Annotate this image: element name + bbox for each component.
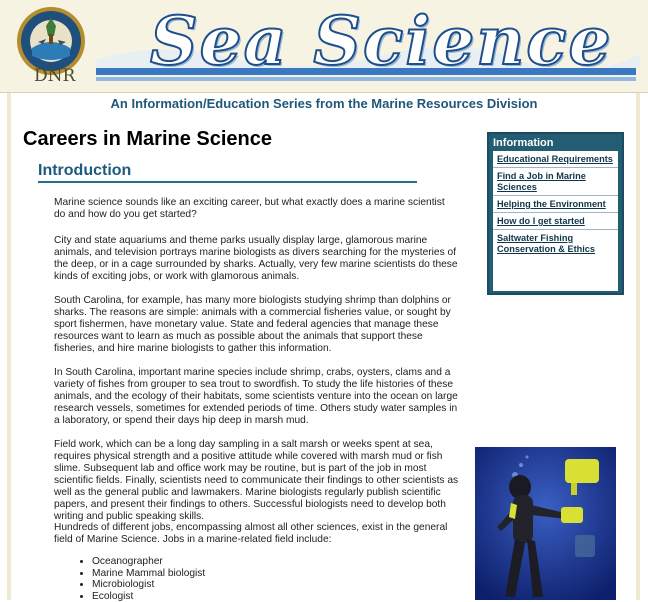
sidebar-link-educational-requirements[interactable]: Educational Requirements xyxy=(493,151,618,168)
job-list-item: • Microbiologist xyxy=(92,579,392,591)
intro-paragraph-2: City and state aquariums and theme parks usually display large, glamorous marine animals, and television portrays marine biologists as divers searching for the mysteries of the deep, or in a cage surrounded by sharks. Actually, very few marine scientists do these kinds of exciting jobs, or work with glamorous animals. xyxy=(54,235,464,283)
series-subtitle: An Information/Education Series from the Marine Resources Division xyxy=(0,96,648,111)
banner-title: Sea Science xyxy=(150,2,612,80)
sidebar-link-helping-environment[interactable]: Helping the Environment xyxy=(493,196,618,213)
sidebar-link-saltwater-fishing[interactable]: Saltwater Fishing Conservation & Ethics xyxy=(493,230,618,257)
section-heading-introduction: Introduction xyxy=(38,162,131,180)
job-list-item: • Marine Mammal biologist xyxy=(92,568,392,580)
page-title: Careers in Marine Science xyxy=(23,128,272,151)
diver-photo xyxy=(475,447,616,600)
sidebar-link-find-a-job[interactable]: Find a Job in Marine Sciences xyxy=(493,168,618,196)
job-list-item: • Ecologist xyxy=(92,591,392,602)
job-list xyxy=(54,556,392,602)
intro-paragraph-5: Field work, which can be a long day sampling in a salt marsh or weeks spent at sea, requires physical strength and a positive attitude while covered with marsh mud or fish slime. Subsequent lab and office work may be routine, but is part of the job in most scientific fields. Finally, scientists need to communicate their findings to other scientists as well as the general public and lawmakers. Marine biologists regularly publish scientific papers, and present their findings to others. Successful biologists need to develop both writing and public speaking skills. xyxy=(54,439,464,523)
sidebar-link-how-to-get-started[interactable]: How do I get started xyxy=(493,213,618,230)
job-list-item: • Oceanographer xyxy=(92,556,392,568)
section-divider xyxy=(38,181,417,183)
sidebar-link-list xyxy=(493,151,618,291)
information-sidebar xyxy=(487,132,624,295)
intro-paragraph-6: Hundreds of different jobs, encompassing almost all other sciences, exist in the general field of Marine Science. Jobs in a marine-related field include: xyxy=(54,522,464,546)
intro-paragraph-4: In South Carolina, important marine species include shrimp, crabs, oysters, clams and a variety of fishes from grouper to sea trout to swordfish. To study the life histories of these animals, and the ecology of their habitats, some scientists venture into the ocean on large research vessels, sometimes for extended periods of time. Others study water samples in a laboratory, or spend their days hip deep in marsh mud. xyxy=(54,367,464,427)
intro-paragraph-3: South Carolina, for example, has many more biologists studying shrimp than dolphins or sharks. The reasons are simple: animals with a commercial fisheries value, or sought by sport fishermen, have monetary value. State and federal agencies that manage these resources want to learn as much as possible about the animals that support these fisheries, and hire marine biologists to gather this information. xyxy=(54,295,464,355)
site-banner xyxy=(0,0,648,93)
intro-paragraph-1: Marine science sounds like an exciting career, but what exactly does a marine scientist do and how do you get started? xyxy=(54,197,454,221)
agency-abbreviation: DNR xyxy=(34,66,75,86)
sidebar-heading: Information xyxy=(493,137,554,149)
